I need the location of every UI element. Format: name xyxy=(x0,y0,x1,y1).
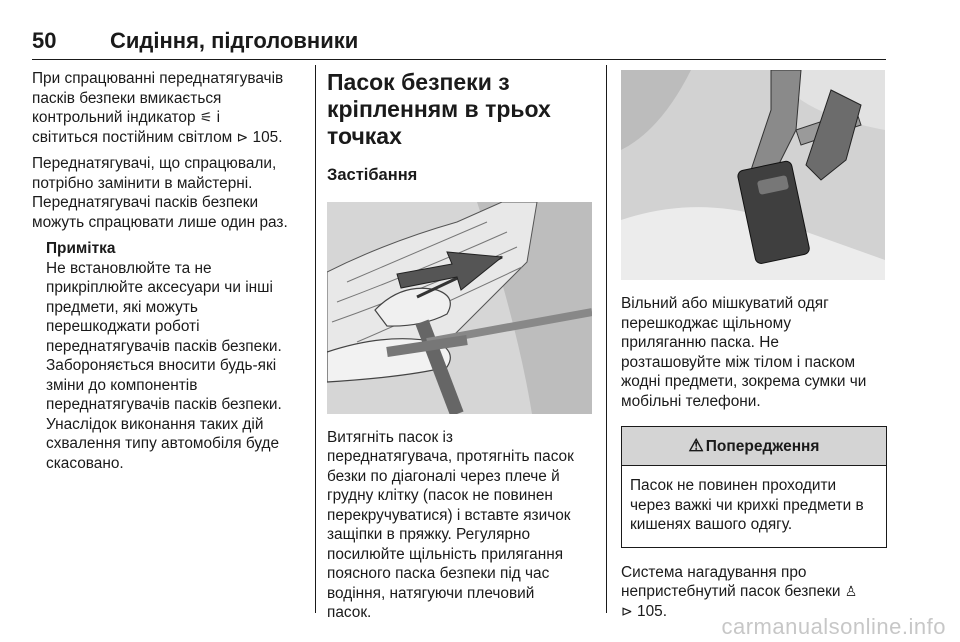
warning-box xyxy=(621,426,887,548)
note-line: скасовано. xyxy=(46,454,124,472)
section-title: кріпленням в трьох точках xyxy=(327,96,551,149)
note-line: прикріплюйте аксесуари чи інші xyxy=(46,279,273,296)
warning-header xyxy=(622,427,886,466)
text-line: можуть спрацювати лише один раз. xyxy=(32,213,288,231)
text-line: переднатягувача, протягніть пасок xyxy=(327,448,574,465)
note-line: Не встановлюйте та не xyxy=(46,259,212,277)
text-line: потрібно замінити в майстерні. xyxy=(32,174,253,192)
text-line: контрольний індикатор ⚟ і xyxy=(32,109,221,126)
warning-line: через важкі чи крихкі предмети в xyxy=(630,496,864,514)
seatbelt-reminder-icon: ♙ xyxy=(844,583,858,599)
pretensioner-indicator-icon: ⚟ xyxy=(199,109,213,125)
text-line: приляганню паска. Не xyxy=(621,334,779,351)
text-line: жодні предмети, зокрема сумки чи xyxy=(621,373,867,390)
text-line: посилюйте щільність прилягання xyxy=(327,545,564,563)
column-left xyxy=(32,69,302,473)
column-divider-2 xyxy=(606,65,607,613)
text-line: розташовуйте між тілом і паском xyxy=(621,353,856,371)
subsection-title: Застібання xyxy=(327,166,418,184)
text-line: Витягніть пасок із xyxy=(327,428,453,446)
page-header xyxy=(32,28,884,58)
text-line: Вільний або мішкуватий одяг xyxy=(621,295,829,312)
seatbelt-buckle-illustration xyxy=(621,70,885,280)
text-line: поясного паска безпеки під час xyxy=(327,565,550,582)
note-block xyxy=(46,239,302,473)
text-line: перешкоджає щільному xyxy=(621,314,792,332)
text-line: пасків безпеки вмикається xyxy=(32,89,222,107)
text-line: ⊳ 105. xyxy=(621,602,667,620)
header-rule xyxy=(32,59,886,60)
section-title: Пасок безпеки з xyxy=(327,69,510,95)
text-line: світиться постійним світлом ⊳ 105. xyxy=(32,128,283,146)
warning-line: кишенях вашого одягу. xyxy=(630,516,793,533)
note-line: перешкоджати роботі xyxy=(46,318,200,335)
page-reference-arrow-icon: ⊳ xyxy=(621,602,633,619)
text-line: грудну клітку (пасок не повинен xyxy=(327,487,553,504)
column-divider-1 xyxy=(315,65,316,613)
text-line: перекручуватися) і вставте язичок xyxy=(327,506,571,524)
warning-title: Попередження xyxy=(705,438,820,455)
note-title: Примітка xyxy=(46,240,116,257)
watermark: carmanualsonline.info xyxy=(721,614,946,639)
text-line: Переднатягувачі пасків безпеки xyxy=(32,194,259,211)
text-line: защіпки в пряжку. Регулярно xyxy=(327,526,531,543)
page-number: 50 xyxy=(32,28,57,53)
page-reference-arrow-icon: ⊳ xyxy=(236,128,249,145)
text-line: При спрацюванні переднатягувачів xyxy=(32,70,284,87)
note-line: переднатягувачів пасків безпеки. xyxy=(46,396,282,413)
warning-line: Пасок не повинен проходити xyxy=(630,477,837,494)
column-middle xyxy=(327,69,595,623)
text-line: безки по діагоналі через плече й xyxy=(327,467,560,485)
text-line: Система нагадування про xyxy=(621,563,807,581)
chapter-title: Сидіння, підголовники xyxy=(110,28,359,53)
note-line: Унаслідок виконання таких дій xyxy=(46,415,264,433)
note-line: зміни до компонентів xyxy=(46,376,198,394)
seatbelt-fastening-illustration xyxy=(327,202,592,414)
text-line: Переднатягувачі, що спрацювали, xyxy=(32,155,277,172)
warning-body xyxy=(622,466,886,547)
warning-triangle-icon: ⚠ xyxy=(688,436,704,455)
text-line: мобільні телефони. xyxy=(621,392,761,410)
note-line: предмети, які можуть xyxy=(46,298,198,316)
text-line: пасок. xyxy=(327,604,372,621)
note-line: переднатягувачів пасків безпеки. xyxy=(46,337,282,355)
note-line: схвалення типу автомобіля буде xyxy=(46,435,280,452)
text-line: непристебнутий пасок безпеки ♙ xyxy=(621,583,858,600)
column-right xyxy=(621,69,887,621)
text-line: водіння, натягуючи плечовий xyxy=(327,584,535,602)
note-line: Забороняється вносити будь-які xyxy=(46,357,277,374)
